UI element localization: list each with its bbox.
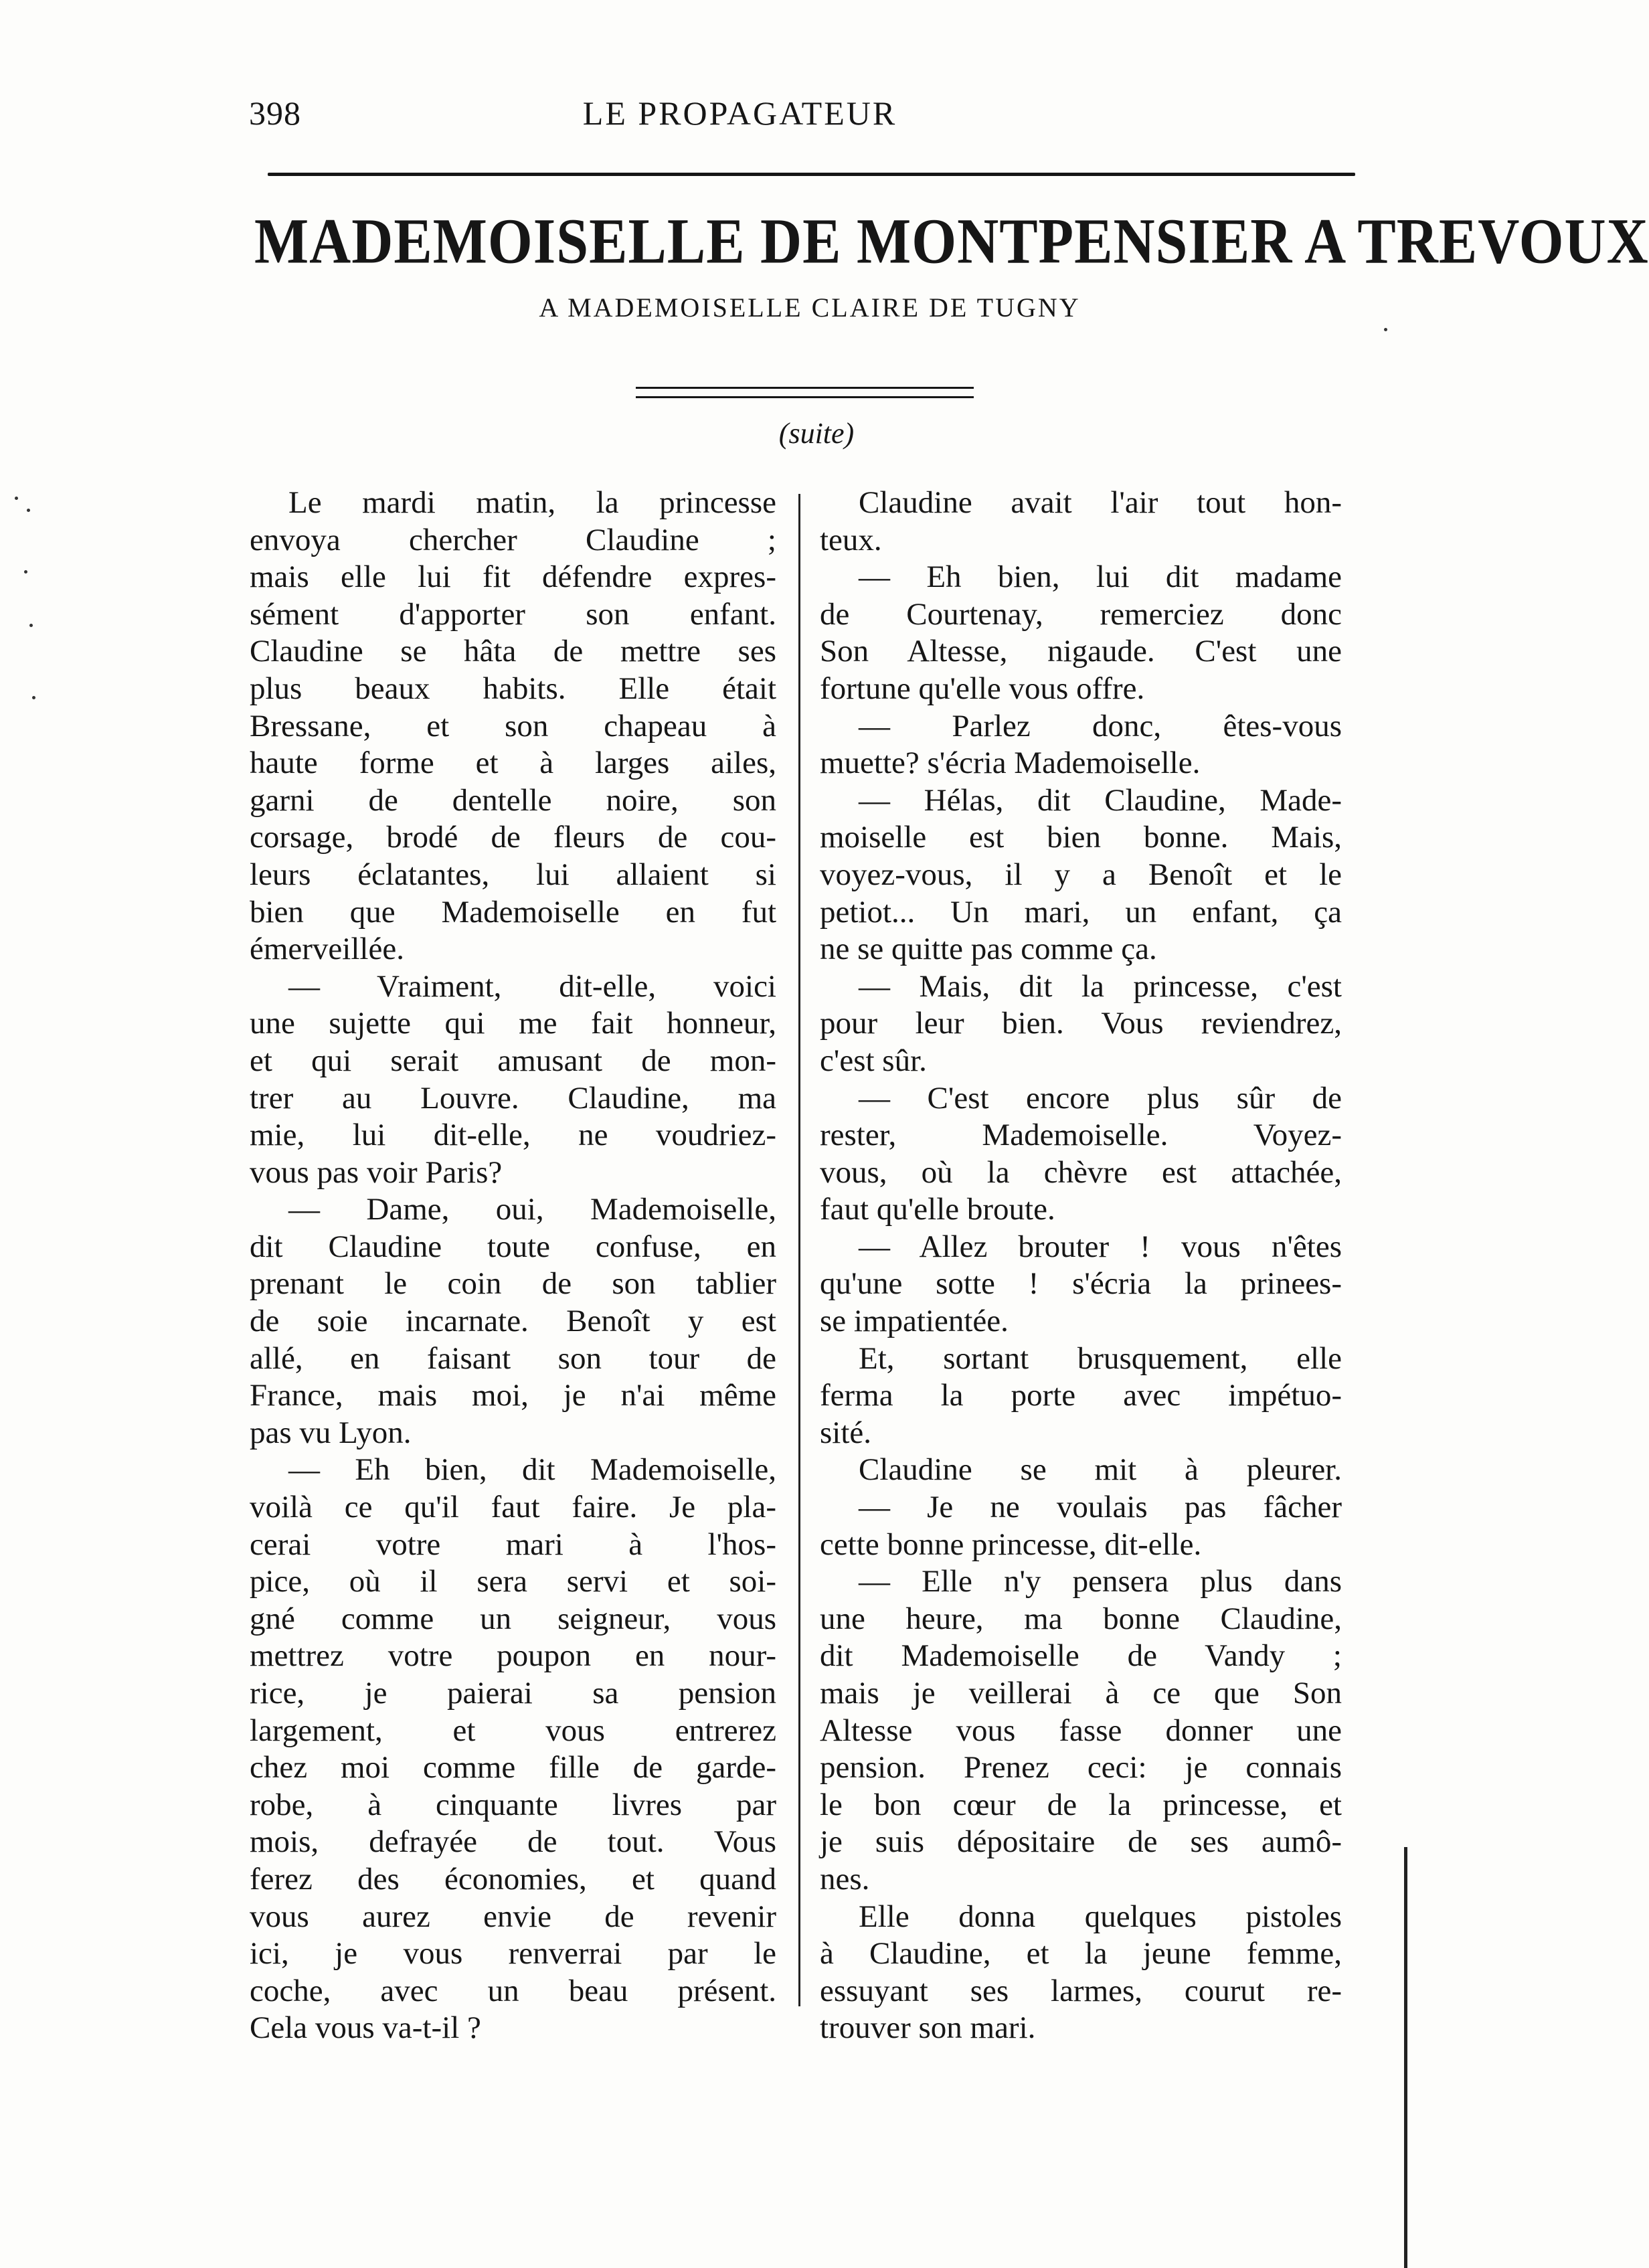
- scan-speck: [29, 624, 33, 627]
- text-line: trer au Louvre. Claudine, ma: [250, 1080, 776, 1116]
- text-line: mettrez votre poupon en nour-: [250, 1638, 776, 1674]
- page-edge-mark: [1404, 1847, 1407, 2268]
- text-line: cette bonne princesse, dit-elle.: [820, 1526, 1202, 1562]
- text-line: coche, avec un beau présent.: [250, 1973, 776, 2008]
- text-line: Claudine se hâta de mettre ses: [250, 634, 776, 669]
- text-line: et qui serait amusant de mon-: [250, 1043, 776, 1078]
- header-rule: [268, 173, 1355, 176]
- text-line: Bressane, et son chapeau à: [250, 708, 776, 744]
- text-line: voilà ce qu'il faut faire. Je pla-: [250, 1490, 776, 1525]
- text-line: envoya chercher Claudine ;: [250, 522, 776, 557]
- text-line: garni de dentelle noire, son: [250, 782, 776, 818]
- text-line: le bon cœur de la princesse, et: [820, 1787, 1342, 1822]
- text-line: mie, lui dit-elle, ne voudriez-: [250, 1118, 776, 1153]
- text-line: moiselle est bien bonne. Mais,: [820, 820, 1342, 855]
- article-title: MADEMOISELLE DE MONTPENSIER A TREVOUX: [254, 205, 1649, 277]
- page-number: 398: [249, 94, 301, 132]
- text-line: gné comme un seigneur, vous: [250, 1601, 776, 1636]
- text-line: vous pas voir Paris?: [250, 1154, 503, 1190]
- text-line: cerai votre mari à l'hos-: [250, 1526, 776, 1562]
- text-line: — Mais, dit la princesse, c'est: [859, 968, 1342, 1004]
- text-line: rice, je paierai sa pension: [250, 1676, 776, 1711]
- text-line: Cela vous va-t-il ?: [250, 2010, 481, 2046]
- text-line: Son Altesse, nigaude. C'est une: [820, 634, 1342, 669]
- text-line: pice, où il sera servi et soi-: [250, 1564, 776, 1599]
- scan-speck: [15, 497, 18, 500]
- text-line: France, mais moi, je n'ai même: [250, 1378, 776, 1413]
- text-line: corsage, brodé de fleurs de cou-: [250, 820, 776, 855]
- text-line: — Eh bien, lui dit madame: [859, 559, 1342, 595]
- text-line: pour leur bien. Vous reviendrez,: [820, 1006, 1342, 1041]
- running-head: LE PROPAGATEUR: [582, 94, 897, 132]
- text-line: — Elle n'y pensera plus dans: [859, 1564, 1342, 1599]
- scan-speck: [27, 509, 30, 512]
- text-line: ne se quitte pas comme ça.: [820, 932, 1157, 967]
- text-line: pension. Prenez ceci: je connais: [820, 1750, 1342, 1785]
- text-line: petiot... Un mari, un enfant, ça: [820, 894, 1342, 930]
- text-line: c'est sûr.: [820, 1043, 927, 1078]
- text-line: prenant le coin de son tablier: [250, 1266, 776, 1302]
- text-line: — Hélas, dit Claudine, Made-: [859, 782, 1342, 818]
- text-line: vous, où la chèvre est attachée,: [820, 1154, 1342, 1190]
- text-line: — Vraiment, dit-elle, voici: [288, 968, 776, 1004]
- text-column-left: [250, 485, 776, 2047]
- double-rule-divider: [636, 387, 974, 400]
- text-line: — Dame, oui, Mademoiselle,: [288, 1192, 776, 1227]
- text-line: se impatientée.: [820, 1304, 1009, 1339]
- text-line: ici, je vous renverrai par le: [250, 1936, 776, 1972]
- text-line: — Parlez donc, êtes-vous: [859, 708, 1342, 744]
- text-line: mois, defrayée de tout. Vous: [250, 1824, 776, 1860]
- text-line: Altesse vous fasse donner une: [820, 1713, 1342, 1748]
- text-line: nes.: [820, 1861, 870, 1897]
- text-line: qu'une sotte ! s'écria la prinees-: [820, 1266, 1342, 1302]
- text-line: — Je ne voulais pas fâcher: [859, 1490, 1342, 1525]
- text-line: mais elle lui fit défendre expres-: [250, 559, 776, 595]
- text-line: je suis dépositaire de ses aumô-: [820, 1824, 1342, 1860]
- text-line: pas vu Lyon.: [250, 1415, 412, 1450]
- text-line: fortune qu'elle vous offre.: [820, 671, 1145, 706]
- text-line: dit Claudine toute confuse, en: [250, 1229, 776, 1264]
- text-line: ferma la porte avec impétuo-: [820, 1378, 1342, 1413]
- text-line: chez moi comme fille de garde-: [250, 1750, 776, 1785]
- text-line: Claudine avait l'air tout hon-: [859, 485, 1342, 520]
- text-line: trouver son mari.: [820, 2010, 1036, 2046]
- text-line: Le mardi matin, la princesse: [288, 485, 776, 520]
- scan-speck: [1384, 328, 1387, 331]
- text-line: ferez des économies, et quand: [250, 1861, 776, 1897]
- text-line: de Courtenay, remerciez donc: [820, 596, 1342, 632]
- text-line: à Claudine, et la jeune femme,: [820, 1936, 1342, 1972]
- text-line: une sujette qui me fait honneur,: [250, 1006, 776, 1041]
- text-line: dit Mademoiselle de Vandy ;: [820, 1638, 1342, 1674]
- text-column-right: [820, 485, 1342, 2047]
- text-line: allé, en faisant son tour de: [250, 1340, 776, 1376]
- text-line: une heure, ma bonne Claudine,: [820, 1601, 1342, 1636]
- column-rule: [798, 494, 800, 2006]
- text-line: sité.: [820, 1415, 872, 1450]
- text-line: teux.: [820, 522, 882, 557]
- text-line: — Eh bien, dit Mademoiselle,: [288, 1452, 776, 1488]
- text-line: émerveillée.: [250, 932, 404, 967]
- text-line: sément d'apporter son enfant.: [250, 596, 776, 632]
- text-line: Et, sortant brusquement, elle: [859, 1340, 1342, 1376]
- text-line: bien que Mademoiselle en fut: [250, 894, 776, 930]
- scan-speck: [32, 696, 35, 699]
- text-line: — C'est encore plus sûr de: [859, 1080, 1342, 1116]
- text-line: de soie incarnate. Benoît y est: [250, 1304, 776, 1339]
- text-line: robe, à cinquante livres par: [250, 1787, 776, 1822]
- scan-speck: [24, 570, 27, 574]
- text-line: haute forme et à larges ailes,: [250, 746, 776, 781]
- text-line: essuyant ses larmes, courut re-: [820, 1973, 1342, 2008]
- text-line: Elle donna quelques pistoles: [859, 1899, 1342, 1934]
- text-line: mais je veillerai à ce que Son: [820, 1676, 1342, 1711]
- text-line: vous aurez envie de revenir: [250, 1899, 776, 1934]
- text-line: — Allez brouter ! vous n'êtes: [859, 1229, 1342, 1264]
- text-line: faut qu'elle broute.: [820, 1192, 1055, 1227]
- continuation-note: (suite): [778, 417, 855, 450]
- text-line: rester, Mademoiselle. Voyez-: [820, 1118, 1342, 1153]
- text-line: plus beaux habits. Elle était: [250, 671, 776, 706]
- text-line: muette? s'écria Mademoiselle.: [820, 746, 1201, 781]
- text-line: largement, et vous entrerez: [250, 1713, 776, 1748]
- dedication: A MADEMOISELLE CLAIRE DE TUGNY: [539, 292, 1081, 323]
- text-line: voyez-vous, il y a Benoît et le: [820, 857, 1342, 892]
- text-line: Claudine se mit à pleurer.: [859, 1452, 1342, 1488]
- text-line: leurs éclatantes, lui allaient si: [250, 857, 776, 892]
